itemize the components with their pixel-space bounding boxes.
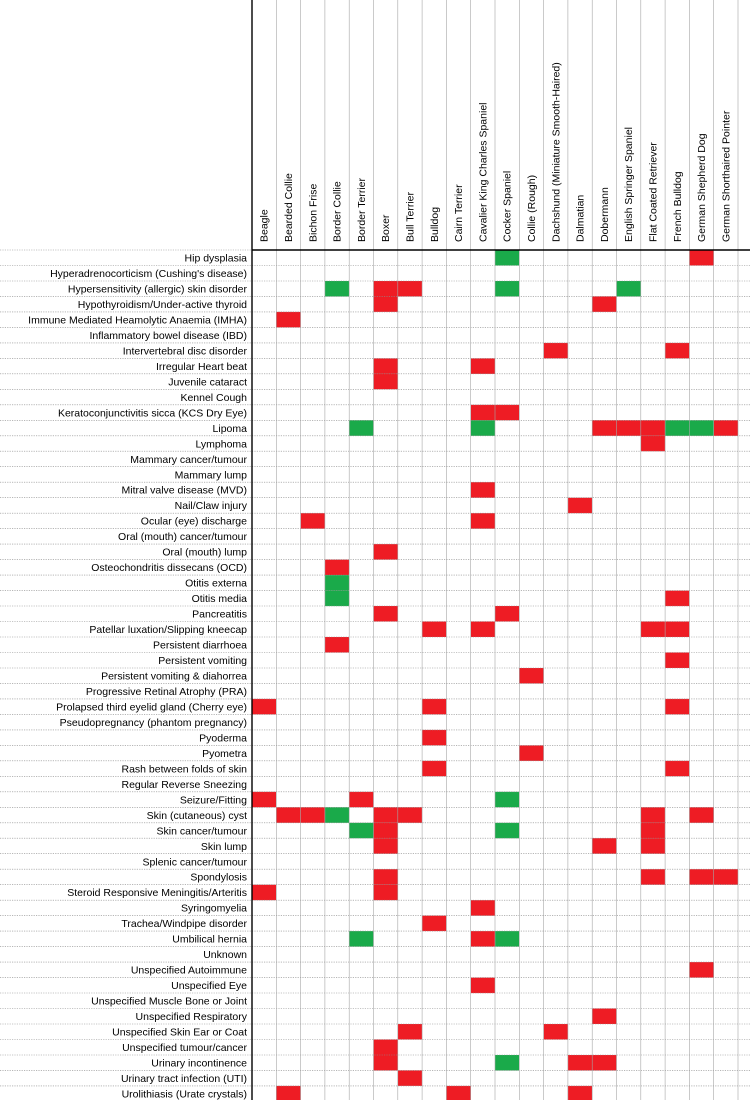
heatmap-cell [495, 823, 519, 839]
condition-label: Hypothyroidism/Under-active thyroid [77, 299, 247, 311]
condition-label: Oral (mouth) cancer/tumour [118, 531, 247, 544]
heatmap-cell [568, 498, 592, 514]
heatmap-cell [617, 281, 641, 297]
breed-label: Cavalier King Charles Spaniel [477, 102, 490, 242]
heatmap-cell [519, 668, 543, 684]
breed-label: Dachshund (Miniature Smooth-Haired) [550, 62, 563, 242]
heatmap-cell [422, 699, 446, 715]
condition-label: Progressive Retinal Atrophy (PRA) [85, 686, 247, 698]
condition-label: Keratoconjunctivitis sicca (KCS Dry Eye) [57, 407, 247, 420]
heatmap-cell [374, 1055, 398, 1071]
heatmap-cell [689, 250, 713, 266]
condition-label: Regular Reverse Sneezing [121, 778, 247, 791]
condition-label: Osteochondritis dissecans (OCD) [91, 562, 247, 575]
condition-label: Prolapsed third eyelid gland (Cherry eye) [56, 701, 247, 714]
heatmap-cell [495, 405, 519, 421]
heatmap-cell [544, 1024, 568, 1040]
heatmap-cell [276, 312, 300, 328]
breed-label: Bichon Frise [307, 183, 320, 242]
heatmap-cell [374, 869, 398, 885]
heatmap-cell [374, 296, 398, 312]
heatmap-cell [301, 807, 325, 823]
heatmap-cell [689, 962, 713, 978]
heatmap-cell [689, 869, 713, 885]
heatmap-cell [641, 622, 665, 638]
heatmap-cell [641, 807, 665, 823]
breed-label: German Shorthaired Pointer [720, 110, 733, 242]
condition-label: Unspecified tumour/cancer [122, 1042, 247, 1054]
heatmap-cell [276, 807, 300, 823]
heatmap-cell [665, 699, 689, 715]
condition-label: Skin cancer/tumour [156, 825, 247, 838]
condition-label: Seizure/Fitting [179, 794, 247, 807]
condition-label: Pyometra [202, 747, 247, 760]
condition-label: Hyperadrenocorticism (Cushing's disease) [50, 268, 247, 280]
heatmap-cell [471, 420, 495, 436]
heatmap-cell [374, 606, 398, 622]
condition-label: Persistent diarrhoea [153, 639, 247, 652]
condition-label: Umbilical hernia [172, 933, 247, 946]
condition-label: Patellar luxation/Slipping kneecap [89, 624, 247, 637]
heatmap-cell [325, 575, 349, 591]
heatmap-cell [592, 838, 616, 854]
heatmap-cell [301, 513, 325, 529]
condition-label: Otitis externa [185, 577, 247, 590]
heatmap-cell [568, 1055, 592, 1071]
breed-column-labels [259, 62, 733, 242]
heatmap-cell [617, 420, 641, 436]
heatmap-cell [665, 622, 689, 638]
heatmap-cell [349, 823, 373, 839]
condition-label: Irregular Heart beat [155, 360, 247, 373]
heatmap-cell [665, 420, 689, 436]
breed-label: Bulldog [428, 206, 441, 242]
heatmap-cell [252, 699, 276, 715]
condition-label: Pancreatitis [192, 608, 247, 621]
breed-label: English Springer Spaniel [623, 127, 636, 242]
condition-label: Unspecified Respiratory [135, 1011, 247, 1024]
condition-label: Intervertebral disc disorder [122, 345, 247, 358]
heatmap-cell [471, 900, 495, 916]
breed-label: Cairn Terrier [453, 184, 465, 242]
condition-label: Spondylosis [190, 871, 247, 884]
heatmap-cell [374, 374, 398, 390]
condition-label: Lipoma [212, 422, 247, 435]
breed-label: French Bulldog [671, 171, 684, 242]
condition-label: Unspecified Muscle Bone or Joint [91, 995, 247, 1008]
heatmap-cell [641, 838, 665, 854]
condition-label: Syringomyelia [181, 902, 247, 915]
heatmap-cell [665, 653, 689, 669]
heatmap-cell [374, 358, 398, 374]
breed-label: Bearded Collie [282, 173, 295, 242]
condition-label: Hip dysplasia [184, 252, 247, 265]
heatmap-cell [471, 405, 495, 421]
breed-label: German Shepherd Dog [696, 133, 709, 242]
heatmap-cell [641, 823, 665, 839]
condition-label: Oral (mouth) lump [162, 546, 247, 559]
condition-label: Steroid Responsive Meningitis/Arteritis [67, 887, 247, 900]
condition-label: Kennel Cough [180, 391, 247, 404]
heatmap-cell [471, 358, 495, 374]
heatmap-cell [471, 482, 495, 498]
heatmap-cell [592, 1055, 616, 1071]
condition-label: Immune Mediated Heamolytic Anaemia (IMHA) [28, 314, 247, 327]
heatmap-cell [544, 343, 568, 359]
heatmap-cell [374, 838, 398, 854]
condition-label: Lymphoma [195, 438, 247, 451]
heatmap-cell [325, 560, 349, 576]
heatmap-cell [325, 637, 349, 653]
condition-label: Nail/Claw injury [174, 500, 247, 513]
heatmap-cell [592, 296, 616, 312]
heatmap-cell [252, 885, 276, 901]
heatmap-cell [471, 513, 495, 529]
breed-label: Flat Coated Retriever [647, 142, 660, 242]
breed-label: Dalmatian [574, 194, 587, 242]
condition-label: Skin lump [200, 840, 247, 853]
heatmap-cell [641, 420, 665, 436]
condition-label: Juvenile cataract [168, 376, 247, 389]
heatmap-cell [422, 761, 446, 777]
heatmap-cell [325, 591, 349, 607]
heatmap-cell [495, 250, 519, 266]
heatmap-cell [349, 420, 373, 436]
heatmap-cell [349, 792, 373, 808]
heatmap-cell [665, 761, 689, 777]
heatmap-cell [471, 978, 495, 994]
heatmap-cell [325, 281, 349, 297]
heatmap-cell [374, 281, 398, 297]
condition-label: Otitis media [191, 593, 247, 606]
heatmap-cell [592, 1009, 616, 1025]
heatmap-cell [374, 807, 398, 823]
heatmap-cell [641, 436, 665, 452]
condition-label: Hypersensitivity (allergic) skin disorder [67, 283, 247, 296]
heatmap-cell [446, 1086, 470, 1100]
condition-label: Splenic cancer/tumour [142, 856, 247, 869]
condition-label: Mitral valve disease (MVD) [121, 484, 247, 497]
condition-label: Trachea/Windpipe disorder [121, 918, 247, 931]
heatmap-cell [471, 622, 495, 638]
breed-label: Collie (Rough) [525, 174, 538, 242]
condition-row-labels [28, 253, 248, 1100]
breed-label: Bull Terrier [404, 192, 417, 242]
heatmap-cell [398, 1070, 422, 1086]
condition-label: Urinary tract infection (UTI) [120, 1073, 247, 1085]
condition-label: Pseudopregnancy (phantom pregnancy) [59, 716, 247, 729]
heatmap-cell [276, 1086, 300, 1100]
condition-label: Unknown [203, 949, 247, 962]
heatmap-cell [252, 792, 276, 808]
heatmap-cell [374, 823, 398, 839]
heatmap-cell [422, 916, 446, 932]
heatmap-cell [641, 869, 665, 885]
heatmap-cell [422, 622, 446, 638]
heatmap-cell [422, 730, 446, 746]
heatmap-cell [568, 1086, 592, 1100]
breed-label: Border Collie [331, 181, 344, 242]
condition-label: Ocular (eye) discharge [140, 515, 247, 528]
condition-label: Mammary lump [174, 469, 247, 482]
condition-label: Persistent vomiting & diahorrea [101, 670, 247, 683]
heatmap-cell [325, 807, 349, 823]
breed-label: Border Terrier [355, 178, 368, 242]
heatmap-cell [374, 1040, 398, 1056]
condition-label: Rash between folds of skin [121, 763, 247, 776]
heatmap-cell [665, 591, 689, 607]
heatmap-cell [398, 807, 422, 823]
heatmap-cell [665, 343, 689, 359]
condition-label: Pyoderma [199, 732, 247, 745]
breed-label: Beagle [258, 209, 271, 242]
condition-label: Unspecified Eye [171, 980, 247, 993]
heatmap-cell [689, 420, 713, 436]
condition-label: Mammary cancer/tumour [130, 453, 247, 466]
condition-label: Unspecified Skin Ear or Coat [112, 1026, 247, 1039]
condition-label: Unspecified Autoimmune [130, 964, 247, 977]
heatmap-cell [519, 745, 543, 761]
heatmap-cell [714, 420, 738, 436]
heatmap-cell [374, 544, 398, 560]
heatmap-cell [495, 1055, 519, 1071]
heatmap-cell [592, 420, 616, 436]
condition-label: Urinary incontinence [151, 1057, 247, 1070]
breed-label: Cocker Spaniel [501, 170, 514, 242]
heatmap-cell [349, 931, 373, 947]
heatmap-cell [374, 885, 398, 901]
heatmap-cell [495, 281, 519, 297]
condition-label: Persistent vomiting [158, 655, 247, 667]
condition-label: Inflammatory bowel disease (IBD) [89, 329, 247, 342]
heatmap-cell [398, 281, 422, 297]
breed-label: Dobermann [598, 187, 611, 242]
heatmap-cell [471, 931, 495, 947]
heatmap-cell [689, 807, 713, 823]
condition-label: Skin (cutaneous) cyst [146, 809, 247, 822]
heatmap-cell [495, 931, 519, 947]
heatmap-cell [714, 869, 738, 885]
heatmap-cell [495, 792, 519, 808]
condition-label: Urolithiasis (Urate crystals) [121, 1088, 247, 1100]
breed-label: Boxer [380, 214, 393, 242]
heatmap-cell [495, 606, 519, 622]
heatmap-cell [398, 1024, 422, 1040]
